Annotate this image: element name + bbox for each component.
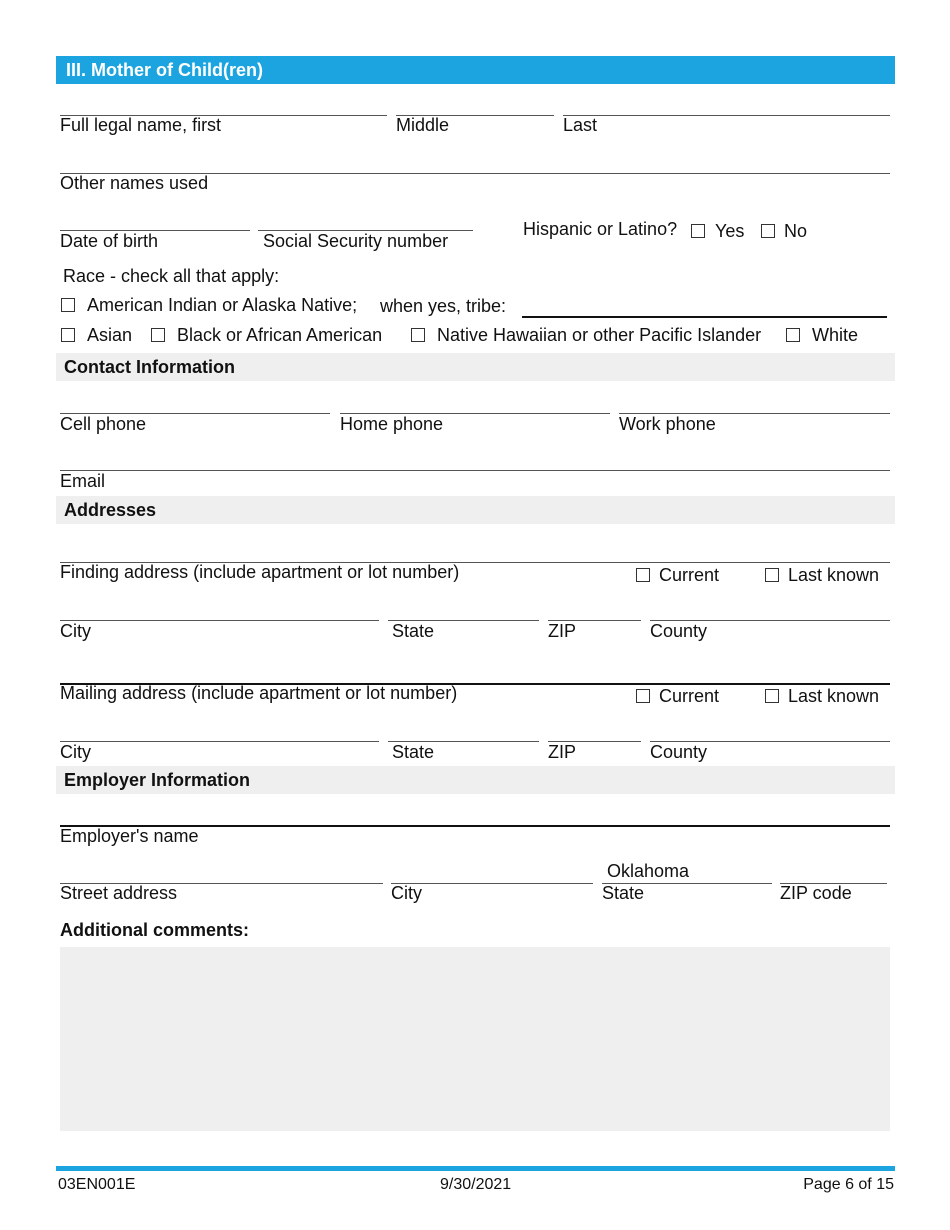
- tribe-label: when yes, tribe:: [380, 296, 507, 316]
- employer-name-label: Employer's name: [60, 826, 199, 846]
- home-phone-label: Home phone: [340, 414, 444, 434]
- finding-zip-label: ZIP: [548, 621, 577, 641]
- contact-section-header: [56, 353, 895, 381]
- finding-current-checkbox[interactable]: [636, 568, 650, 582]
- finding-city-input[interactable]: [60, 620, 379, 621]
- race-asian-checkbox[interactable]: [61, 328, 75, 342]
- finding-county-label: County: [650, 621, 708, 641]
- finding-last-known-checkbox[interactable]: [765, 568, 779, 582]
- race-american-indian-label: American Indian or Alaska Native;: [87, 295, 358, 315]
- race-black-label: Black or African American: [177, 325, 383, 345]
- employer-city-label: City: [391, 883, 422, 903]
- finding-address-label: Finding address (include apartment or lot number): [60, 562, 460, 582]
- finding-last-known-label: Last known: [788, 565, 880, 585]
- finding-state-label: State: [392, 621, 435, 641]
- email-input[interactable]: [60, 470, 890, 471]
- last-name-label: Last: [563, 115, 598, 135]
- mailing-city-input[interactable]: [60, 741, 379, 742]
- addresses-heading: Addresses: [64, 500, 157, 520]
- race-white-label: White: [812, 325, 859, 345]
- employer-street-label: Street address: [60, 883, 178, 903]
- employer-section-header: [56, 766, 895, 794]
- finding-current-label: Current: [659, 565, 720, 585]
- mailing-current-checkbox[interactable]: [636, 689, 650, 703]
- mailing-zip-label: ZIP: [548, 742, 577, 762]
- other-names-label: Other names used: [60, 173, 209, 193]
- last-name-input[interactable]: [563, 115, 890, 116]
- employer-state-value: Oklahoma: [607, 861, 690, 881]
- employer-heading: Employer Information: [64, 770, 251, 790]
- footer-rule: [56, 1166, 895, 1171]
- mailing-county-label: County: [650, 742, 708, 762]
- race-hawaiian-label: Native Hawaiian or other Pacific Islander: [437, 325, 762, 345]
- hispanic-label: Hispanic or Latino?: [523, 219, 678, 239]
- hispanic-yes-checkbox[interactable]: [691, 224, 705, 238]
- race-black-checkbox[interactable]: [151, 328, 165, 342]
- mailing-current-label: Current: [659, 686, 720, 706]
- first-name-label: Full legal name, first: [60, 115, 222, 135]
- section-title: III. Mother of Child(ren): [66, 60, 263, 80]
- race-heading: Race - check all that apply:: [63, 266, 280, 286]
- cell-phone-label: Cell phone: [60, 414, 147, 434]
- race-white-checkbox[interactable]: [786, 328, 800, 342]
- addresses-section-header: [56, 496, 895, 524]
- race-american-indian-checkbox[interactable]: [61, 298, 75, 312]
- section-header: [56, 56, 895, 84]
- tribe-input[interactable]: [522, 316, 887, 318]
- middle-name-label: Middle: [396, 115, 450, 135]
- dob-label: Date of birth: [60, 231, 159, 251]
- employer-zip-label: ZIP code: [780, 883, 852, 903]
- mailing-address-label: Mailing address (include apartment or lot number): [60, 683, 458, 703]
- race-asian-label: Asian: [87, 325, 133, 345]
- race-hawaiian-checkbox[interactable]: [411, 328, 425, 342]
- form-id: 03EN001E: [58, 1176, 136, 1193]
- mailing-last-known-label: Last known: [788, 686, 880, 706]
- contact-heading: Contact Information: [64, 357, 235, 377]
- hispanic-no-label: No: [784, 221, 808, 241]
- mailing-city-label: City: [60, 742, 91, 762]
- form-date: 9/30/2021: [440, 1176, 512, 1193]
- comments-textarea[interactable]: [60, 947, 890, 1131]
- hispanic-no-checkbox[interactable]: [761, 224, 775, 238]
- mailing-last-known-checkbox[interactable]: [765, 689, 779, 703]
- comments-label: Additional comments:: [60, 920, 250, 940]
- email-label: Email: [60, 471, 106, 491]
- mailing-state-label: State: [392, 742, 435, 762]
- work-phone-label: Work phone: [619, 414, 716, 434]
- hispanic-yes-label: Yes: [715, 221, 745, 241]
- page-number: Page 6 of 15: [803, 1176, 894, 1193]
- employer-state-label: State: [602, 883, 645, 903]
- ssn-label: Social Security number: [263, 231, 449, 251]
- finding-city-label: City: [60, 621, 91, 641]
